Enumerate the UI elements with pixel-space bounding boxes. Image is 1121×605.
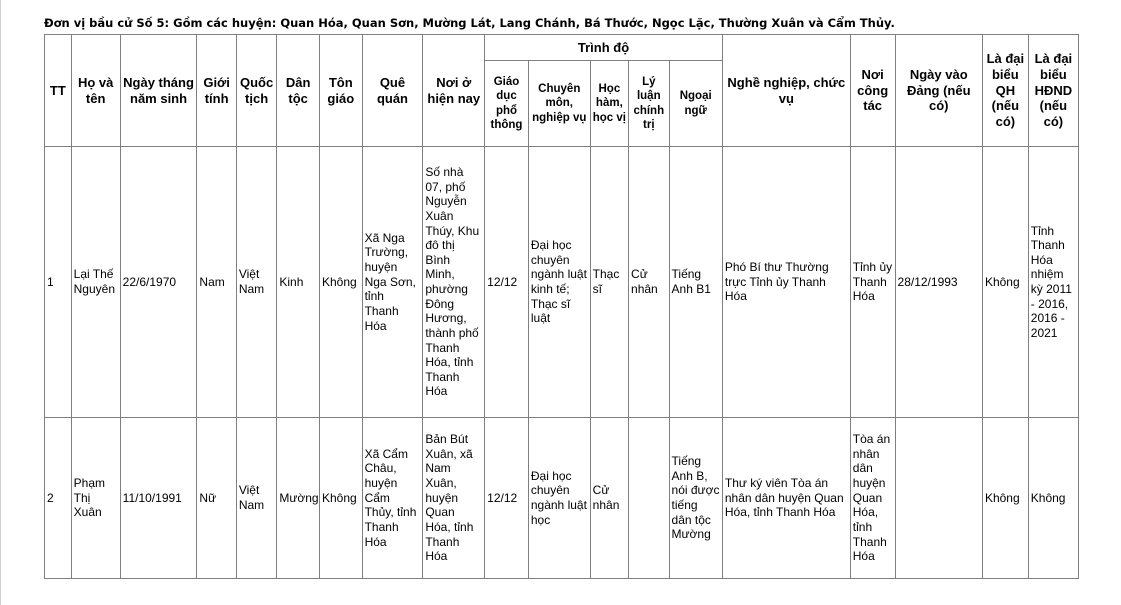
cell-na-deputy: Không: [982, 418, 1028, 579]
cell-occupation: Phó Bí thư Thường trực Tỉnh ủy Thanh Hóa: [722, 147, 850, 418]
cell-nationality: Việt Nam: [236, 418, 277, 579]
cell-general-edu: 12/12: [485, 147, 529, 418]
col-header-occupation: Nghề nghiệp, chức vụ: [722, 35, 850, 147]
cell-dob: 22/6/1970: [120, 147, 197, 418]
candidate-table: [44, 34, 1079, 579]
cell-ethnicity: Kinh: [277, 147, 320, 418]
table-row: [45, 147, 1079, 418]
cell-professional: Đại học chuyên ngành luật kinh tế; Thạc sĩ luật: [528, 147, 590, 418]
col-header-gender: Giới tính: [197, 35, 236, 147]
col-header-general-edu: Giáo dục phổ thông: [485, 61, 529, 147]
cell-residence: Số nhà 07, phố Nguyễn Xuân Thúy, Khu đô thị Bình Minh, phường Đông Hương, thành phố Thanh Hóa, tỉnh Thanh Hóa: [423, 147, 485, 418]
cell-religion: Không: [319, 418, 362, 579]
cell-gender: Nữ: [197, 418, 236, 579]
col-header-nationality: Quốc tịch: [236, 35, 277, 147]
cell-name: Lại Thế Nguyên: [71, 147, 120, 418]
cell-council-deputy: Không: [1028, 418, 1078, 579]
cell-general-edu: 12/12: [485, 418, 529, 579]
col-header-religion: Tôn giáo: [319, 35, 362, 147]
cell-party-date: [895, 418, 982, 579]
table-row: [45, 418, 1079, 579]
cell-political: Cử nhân: [629, 147, 670, 418]
cell-academic: Cử nhân: [590, 418, 628, 579]
cell-ethnicity: Mường: [277, 418, 320, 579]
cell-tt: 2: [45, 418, 72, 579]
cell-tt: 1: [45, 147, 72, 418]
cell-hometown: Xã Nga Trường, huyện Nga Sơn, tỉnh Thanh Hóa: [362, 147, 423, 418]
cell-language: Tiếng Anh B, nói được tiếng dân tộc Mường: [669, 418, 722, 579]
cell-language: Tiếng Anh B1: [669, 147, 722, 418]
cell-academic: Thạc sĩ: [590, 147, 628, 418]
col-header-tt: TT: [45, 35, 72, 147]
col-header-council-deputy: Là đại biểu HĐND (nếu có): [1028, 35, 1078, 147]
col-header-professional: Chuyên môn, nghiệp vụ: [528, 61, 590, 147]
cell-workplace: Tỉnh ủy Thanh Hóa: [850, 147, 895, 418]
cell-occupation: Thư ký viên Tòa án nhân dân huyện Quan Hóa, tỉnh Thanh Hóa: [722, 418, 850, 579]
cell-gender: Nam: [197, 147, 236, 418]
col-header-na-deputy: Là đại biểu QH (nếu có): [982, 35, 1028, 147]
col-header-dob: Ngày tháng năm sinh: [120, 35, 197, 147]
col-header-language: Ngoại ngữ: [669, 61, 722, 147]
col-header-hometown: Quê quán: [362, 35, 423, 147]
cell-name: Phạm Thị Xuân: [71, 418, 120, 579]
cell-na-deputy: Không: [982, 147, 1028, 418]
table-header: [45, 35, 1079, 147]
col-header-name: Họ và tên: [71, 35, 120, 147]
col-header-political: Lý luận chính trị: [629, 61, 670, 147]
col-header-education-group: Trình độ: [485, 35, 723, 61]
col-header-party-date: Ngày vào Đảng (nếu có): [895, 35, 982, 147]
cell-dob: 11/10/1991: [120, 418, 197, 579]
col-header-academic: Học hàm, học vị: [590, 61, 628, 147]
cell-nationality: Việt Nam: [236, 147, 277, 418]
col-header-ethnicity: Dân tộc: [277, 35, 320, 147]
cell-hometown: Xã Cẩm Châu, huyện Cẩm Thủy, tỉnh Thanh Hóa: [362, 418, 423, 579]
page-left-border: [0, 0, 1, 605]
cell-professional: Đại học chuyên ngành luật học: [528, 418, 590, 579]
cell-council-deputy: Tỉnh Thanh Hóa nhiệm kỳ 2011 - 2016, 2016 - 2021: [1028, 147, 1078, 418]
cell-political: [629, 418, 670, 579]
cell-residence: Bản Bút Xuân, xã Nam Xuân, huyện Quan Hóa, tỉnh Thanh Hóa: [423, 418, 485, 579]
col-header-workplace: Nơi công tác: [850, 35, 895, 147]
col-header-residence: Nơi ở hiện nay: [423, 35, 485, 147]
cell-party-date: 28/12/1993: [895, 147, 982, 418]
constituency-heading: Đơn vị bầu cử Số 5: Gồm các huyện: Quan Hóa, Quan Sơn, Mường Lát, Lang Chánh, Bá Thước, Ngọc Lặc, Thường Xuân và Cẩm Thủy.: [44, 16, 895, 30]
cell-workplace: Tòa án nhân dân huyện Quan Hóa, tỉnh Thanh Hóa: [850, 418, 895, 579]
cell-religion: Không: [319, 147, 362, 418]
